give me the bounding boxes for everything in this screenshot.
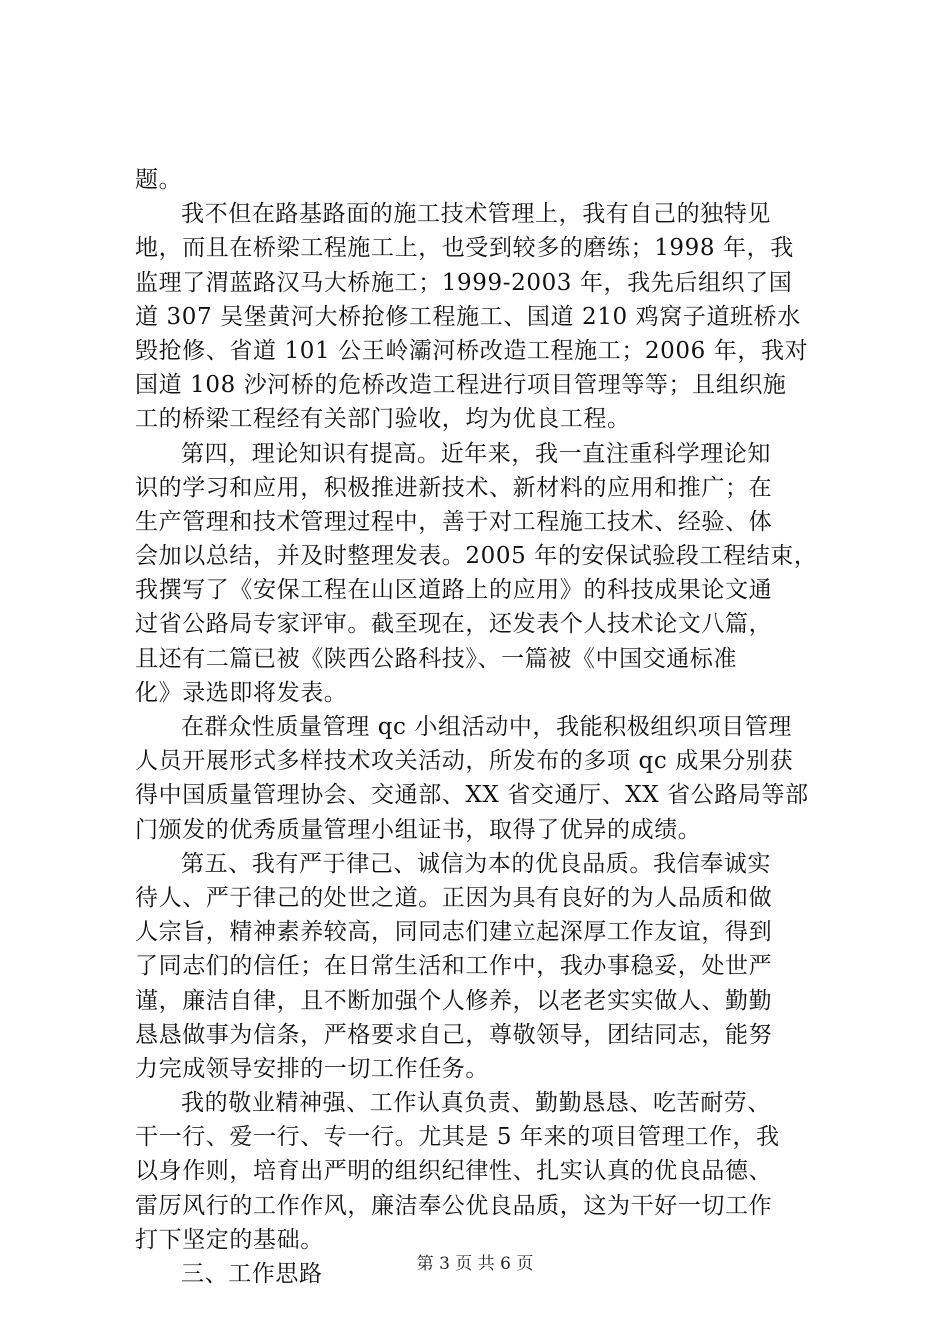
text-line: 工的桥梁工程经有关部门验收，均为优良工程。 [135, 406, 631, 433]
text-line: 会加以总结，并及时整理发表。2005 年的安保试验段工程结束， [135, 543, 818, 570]
text-line: 得中国质量管理协会、交通部、XX 省交通厅、XX 省公路局等部 [135, 782, 809, 809]
text-line: 国道 108 沙河桥的危桥改造工程进行项目管理等等；且组织施 [135, 372, 787, 399]
text-line: 雷厉风行的工作作风，廉洁奉公优良品质，这为干好一切工作 [135, 1192, 773, 1219]
text-line: 在群众性质量管理 qc 小组活动中，我能积极组织项目管理 [181, 714, 793, 740]
text-line: 化》录选即将发表。 [135, 679, 348, 706]
section-heading: 三、工作思路 [181, 1261, 323, 1287]
text-line: 识的学习和应用，积极推进新技术、新材料的应用和推广；在 [135, 474, 773, 501]
text-line: 谨，廉洁自律，且不断加强个人修养，以老老实实做人、勤勤 [135, 987, 773, 1014]
text-line: 打下坚定的基础。 [135, 1226, 324, 1253]
text-line: 门颁发的优秀质量管理小组证书，取得了优异的成绩。 [135, 816, 702, 843]
text-line: 毁抢修、省道 101 公王岭灞河桥改造工程施工；2006 年，我对 [135, 337, 809, 364]
body-text [135, 163, 835, 1291]
text-line: 人宗旨，精神素养较高，同同志们建立起深厚工作友谊，得到 [135, 919, 773, 946]
text-line: 人员开展形式多样技术攻关活动，所发布的多项 qc 成果分别获 [135, 748, 794, 775]
text-line: 监理了渭蓝路汉马大桥施工；1999-2003 年，我先后组织了国 [135, 269, 793, 296]
text-line: 地，而且在桥梁工程施工上，也受到较多的磨练；1998 年，我 [135, 235, 794, 262]
text-line: 题。 [135, 167, 183, 193]
text-line: 以身作则，培育出严明的组织纪律性、扎实认真的优良品德、 [135, 1158, 773, 1185]
text-line: 道 307 吴堡黄河大桥抢修工程施工、国道 210 鸡窝子道班桥水 [135, 303, 801, 330]
text-line: 恳恳做事为信条，严格要求自己，尊敬领导，团结同志，能努 [135, 1021, 773, 1048]
text-line: 我不但在路基路面的施工技术管理上，我有自己的独特见 [181, 201, 771, 228]
text-line: 生产管理和技术管理过程中，善于对工程施工技术、经验、体 [135, 508, 773, 535]
text-line: 待人、严于律己的处世之道。正因为具有良好的为人品质和做 [135, 884, 773, 911]
text-line: 第四，理论知识有提高。近年来，我一直注重科学理论知 [181, 440, 771, 467]
text-line: 干一行、爱一行、专一行。尤其是 5 年来的项目管理工作，我 [135, 1124, 780, 1151]
text-line: 了同志们的信任；在日常生活和工作中，我办事稳妥，处世严 [135, 953, 773, 980]
page-footer: 第 3 页 共 6 页 [416, 1254, 534, 1274]
text-line: 过省公路局专家评审。截至现在，还发表个人技术论文八篇， [135, 611, 773, 638]
text-line: 力完成领导安排的一切工作任务。 [135, 1055, 489, 1082]
text-line: 第五、我有严于律己、诚信为本的优良品质。我信奉诚实 [181, 850, 771, 877]
text-line: 我的敬业精神强、工作认真负责、勤勤恳恳、吃苦耐劳、 [181, 1090, 771, 1117]
text-line: 且还有二篇已被《陕西公路科技》、一篇被《中国交通标准 [135, 645, 738, 672]
text-line: 我撰写了《安保工程在山区道路上的应用》的科技成果论文通 [135, 577, 773, 604]
